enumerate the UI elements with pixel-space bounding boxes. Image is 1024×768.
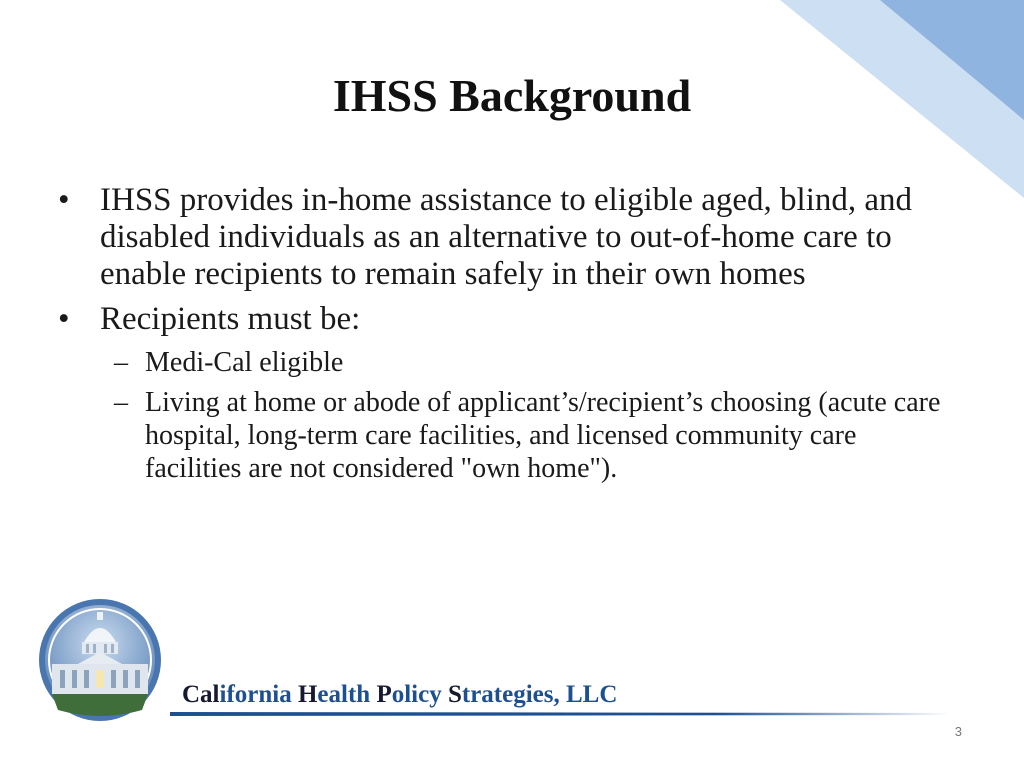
sub-bullet-item (58, 346, 958, 379)
company-name-part: ealth (317, 681, 377, 708)
company-name-part: trategies, LLC (461, 681, 618, 708)
bullet-icon: • (58, 301, 70, 337)
sub-bullet-text: Medi-Cal eligible (145, 347, 344, 378)
footer-divider (170, 712, 950, 716)
company-name-part: H (297, 681, 318, 708)
page-number: 3 (954, 724, 962, 739)
bullet-item (58, 301, 958, 338)
capitol-building-seal-icon (38, 598, 162, 722)
company-name-part: S (447, 681, 462, 708)
bullet-item (58, 182, 958, 293)
dash-icon: – (114, 387, 128, 418)
company-name-part: P (376, 681, 392, 708)
bullet-text: IHSS provides in-home assistance to eligible aged, blind, and disabled individuals as an alternative to out-of-home care to enable recipients to remain safely in their own homes (100, 182, 913, 292)
company-name-part: ifornia (219, 681, 298, 708)
company-name (182, 678, 617, 712)
bullet-icon: • (58, 182, 70, 218)
company-name-part: olicy (391, 681, 448, 708)
sub-bullet-item (58, 386, 958, 485)
dash-icon: – (114, 347, 128, 378)
company-name-part: Cal (182, 681, 220, 708)
bullet-text: Recipients must be: (100, 301, 361, 337)
slide-content (58, 182, 958, 492)
sub-bullet-text: Living at home or abode of applicant’s/recipient’s choosing (acute care hospital, long-term care facilities, and licensed community care facilities are not considered "own home"). (145, 387, 941, 484)
slide-title: IHSS Background (332, 70, 692, 121)
